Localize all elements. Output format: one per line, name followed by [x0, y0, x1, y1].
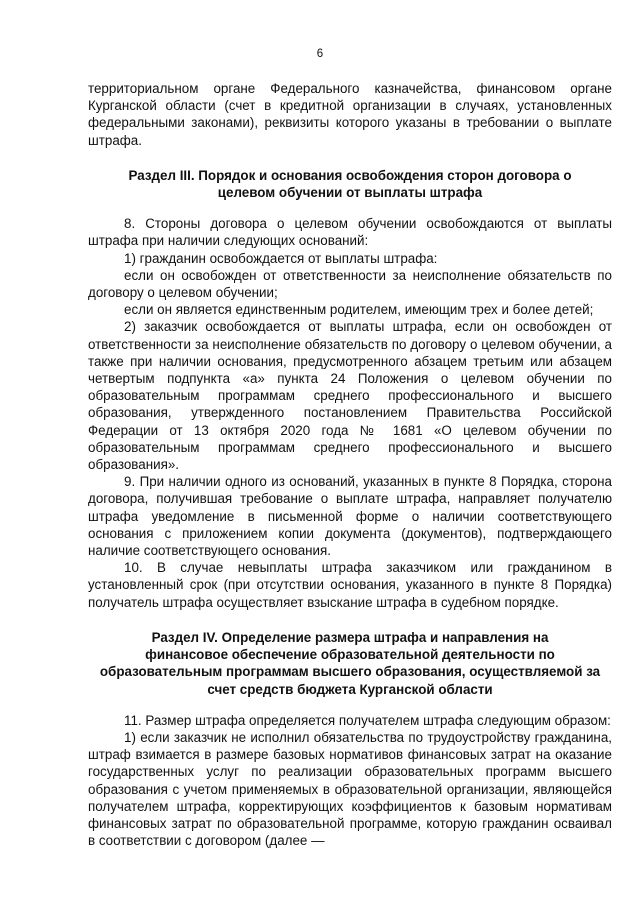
paragraph: 8. Стороны договора о целевом обучении освобождаются от выплаты штрафа при наличии следующих оснований: — [88, 216, 612, 249]
section-4-title — [88, 629, 612, 698]
paragraph: если он является единственным родителем, имеющим трех и более детей; — [124, 302, 594, 318]
paragraph: территориальном органе Федерального казначейства, финансовом органе Курганской области (счет в кредитной организации в случаях, установленных федеральными законами), реквизиты которого указаны в требовании о выплате штрафа. — [88, 81, 612, 148]
section-4-title-line: счет средств бюджета Курганской области — [207, 681, 493, 697]
page-number: 6 — [316, 48, 324, 60]
section-4-title-line: Раздел IV. Определение размера штрафа и направления на — [151, 629, 549, 645]
paragraph: если он освобожден от ответственности за неисполнение обязательств по договору о целевом обучении; — [88, 267, 612, 301]
paragraph: 11. Размер штрафа определяется получателем штрафа следующим образом: — [124, 712, 611, 728]
document-body — [88, 80, 612, 849]
paragraph: 2) заказчик освобождается от выплаты штрафа, если он освобожден от ответственности за неисполнение обязательств по договору о целевом обучении, а также при наличии основания, предусмотренного абзацем третьим или абзацем четвертым подпункта «а» пункта 24 Положения о целевом обучении по образовательным программам среднего профессионального и высшего образования, утвержденного постановлением Правительства Российской Федерации от 13 октября 2020 года № 1681 «О целевом обучении по образовательным программам среднего профессионального и высшего образования». — [88, 319, 612, 473]
paragraph: 1) если заказчик не исполнил обязательства по трудоустройству гражданина, штраф взимается в размере базовых нормативов финансовых затрат на оказание государственных услуг по реализации образовательных программ высшего образования с учетом применяемых в образовательной организации, являющейся получателем штрафа, корректирующих коэффициентов к базовым нормативам финансовых затрат по образовательной программе, которую гражданин осваивал в соответствии с договором (далее — — [88, 729, 612, 849]
section-4-title-line: финансовое обеспечение образовательной деятельности по — [145, 647, 555, 663]
section-4-title-line: образовательным программам высшего образования, осуществляемой за — [99, 664, 601, 680]
paragraph: 9. При наличии одного из оснований, указанных в пункте 8 Порядка, сторона договора, получившая требование о выплате штрафа, направляет получателю штрафа уведомление в письменной форме о наличии соответствующего основания с приложением копии документа (документов), подтверждающего наличие соответствующего основания. — [88, 474, 612, 559]
paragraph: 10. В случае невыплаты штрафа заказчиком или гражданином в установленный срок (при отсутствии основания, указанного в пункте 8 Порядка) получатель штрафа осуществляет взыскание штрафа в судебном порядке. — [88, 560, 612, 610]
paragraph: 1) гражданин освобождается от выплаты штрафа: — [124, 250, 438, 266]
section-3-title: Раздел III. Порядок и основания освобождения сторон договора о целевом обучении от выплаты штрафа — [128, 167, 572, 201]
